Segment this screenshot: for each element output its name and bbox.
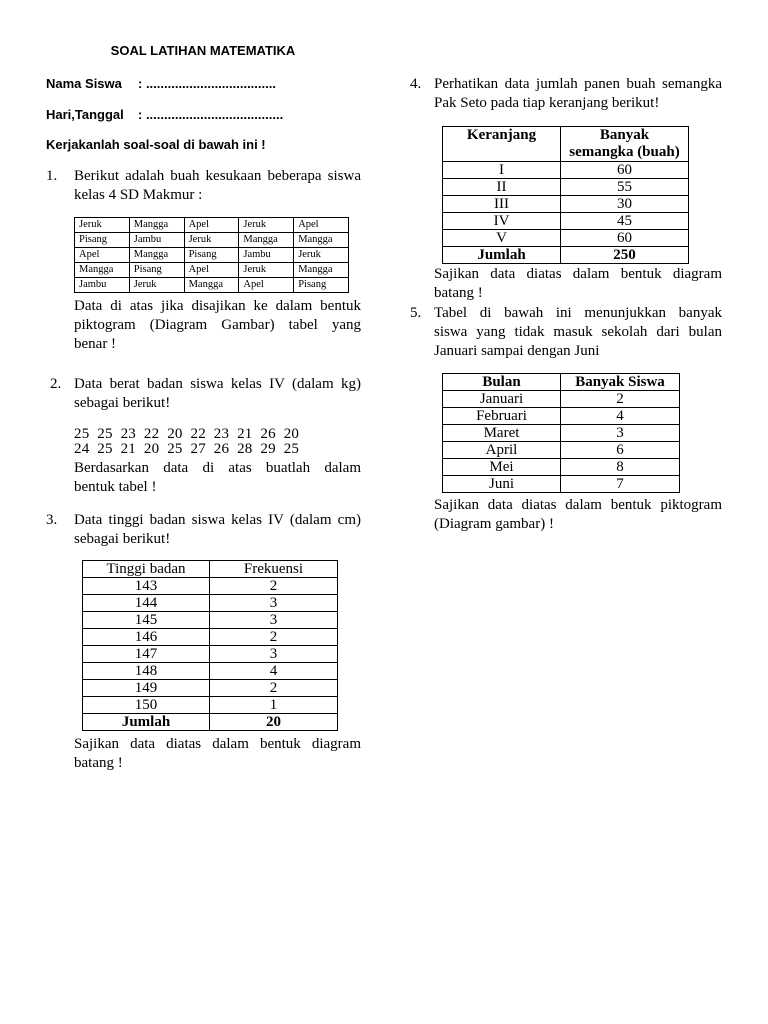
- table-row: [75, 233, 349, 248]
- table-row: [443, 213, 689, 230]
- table-row: [83, 680, 338, 697]
- date-field: : ......................................: [138, 107, 284, 122]
- q5-number: 5.: [410, 305, 422, 321]
- table-row: [75, 248, 349, 263]
- fruit-cell: Jeruk: [294, 248, 349, 263]
- q5-table: [442, 373, 680, 493]
- height-cell: 150: [83, 697, 210, 714]
- q1-fruit-table: [74, 217, 349, 293]
- q1-question: [74, 297, 361, 354]
- fruit-cell: Pisang: [129, 263, 184, 278]
- q3-total-value: 20: [210, 714, 338, 731]
- q3-total-label: Jumlah: [83, 714, 210, 731]
- height-cell: 146: [83, 629, 210, 646]
- q2-data: [74, 427, 299, 457]
- frequency-cell: 3: [210, 612, 338, 629]
- frequency-cell: 4: [210, 663, 338, 680]
- q5-text-line: Tabel di bawah ini menunjukkan banyak: [434, 305, 722, 321]
- q5-text-line: siswa yang tidak masuk sekolah dari bulan: [434, 324, 722, 340]
- month-cell: Januari: [443, 391, 561, 408]
- fruit-cell: Mangga: [129, 218, 184, 233]
- basket-cell: I: [443, 162, 561, 179]
- instruction: Kerjakanlah soal-soal di bawah ini !: [46, 137, 266, 152]
- basket-cell: III: [443, 196, 561, 213]
- q4-table: [442, 126, 689, 264]
- table-row: [443, 391, 680, 408]
- basket-cell: II: [443, 179, 561, 196]
- fruit-cell: Jeruk: [239, 218, 294, 233]
- frequency-cell: 3: [210, 646, 338, 663]
- q4-total-value: 250: [561, 247, 689, 264]
- q2-data-line: 25 25 23 22 20 22 23 21 26 20: [74, 426, 300, 442]
- amount-cell: 30: [561, 196, 689, 213]
- table-row: [75, 218, 349, 233]
- q3-header-height: Tinggi badan: [83, 561, 210, 578]
- q1-question-line: benar !: [74, 336, 117, 352]
- q2-data-line: 24 25 21 20 25 27 26 28 29 25: [74, 441, 300, 457]
- q4-number: 4.: [410, 76, 422, 92]
- fruit-cell: Pisang: [75, 233, 130, 248]
- students-cell: 3: [561, 425, 680, 442]
- fruit-cell: Jeruk: [184, 233, 239, 248]
- frequency-cell: 1: [210, 697, 338, 714]
- amount-cell: 55: [561, 179, 689, 196]
- students-cell: 7: [561, 476, 680, 493]
- height-cell: 149: [83, 680, 210, 697]
- q3-question-line: Sajikan data diatas dalam bentuk diagram: [74, 736, 361, 752]
- table-row: [83, 612, 338, 629]
- date-label: Hari,Tanggal: [46, 107, 124, 122]
- q4-header-basket: Keranjang: [443, 127, 561, 162]
- fruit-cell: Mangga: [184, 278, 239, 293]
- frequency-cell: 2: [210, 578, 338, 595]
- table-row: [443, 162, 689, 179]
- fruit-cell: Apel: [294, 218, 349, 233]
- fruit-cell: Jambu: [239, 248, 294, 263]
- q2-text-line: Data berat badan siswa kelas IV (dalam kg): [74, 376, 361, 392]
- q3-table: [82, 560, 338, 731]
- q1-text: [74, 167, 361, 205]
- fruit-cell: Jeruk: [75, 218, 130, 233]
- q4-question: [434, 265, 722, 303]
- q5-text: [434, 304, 722, 361]
- table-row: [83, 595, 338, 612]
- q5-header-month: Bulan: [443, 374, 561, 391]
- name-field: : ....................................: [138, 76, 276, 91]
- amount-cell: 45: [561, 213, 689, 230]
- q2-number: 2.: [50, 376, 62, 392]
- q5-text-line: Januari sampai dengan Juni: [434, 343, 600, 359]
- students-cell: 2: [561, 391, 680, 408]
- table-row: [443, 230, 689, 247]
- q4-header-amount-line: semangka (buah): [569, 144, 680, 160]
- page-title: SOAL LATIHAN MATEMATIKA: [110, 43, 296, 58]
- table-row: [83, 578, 338, 595]
- q1-question-line: Data di atas jika disajikan ke dalam bentuk: [74, 298, 361, 314]
- q2-question-line: Berdasarkan data di atas buatlah dalam: [74, 460, 361, 476]
- q3-question-line: batang !: [74, 755, 123, 771]
- q3-question: [74, 735, 361, 773]
- q1-number: 1.: [46, 168, 58, 184]
- basket-cell: IV: [443, 213, 561, 230]
- fruit-cell: Jeruk: [239, 263, 294, 278]
- amount-cell: 60: [561, 230, 689, 247]
- fruit-cell: Pisang: [294, 278, 349, 293]
- q4-header-amount-line: Banyak: [599, 127, 650, 143]
- q1-text-line: kelas 4 SD Makmur :: [74, 187, 203, 203]
- q3-header-frequency: Frekuensi: [210, 561, 338, 578]
- height-cell: 145: [83, 612, 210, 629]
- q4-question-line: Sajikan data diatas dalam bentuk diagram: [434, 266, 722, 282]
- fruit-cell: Jeruk: [129, 278, 184, 293]
- students-cell: 4: [561, 408, 680, 425]
- table-row: [83, 663, 338, 680]
- fruit-cell: Jambu: [129, 233, 184, 248]
- height-cell: 147: [83, 646, 210, 663]
- month-cell: Mei: [443, 459, 561, 476]
- q5-question-line: Sajikan data diatas dalam bentuk piktogram: [434, 497, 722, 513]
- fruit-cell: Pisang: [184, 248, 239, 263]
- q4-text-line: Pak Seto pada tiap keranjang berikut!: [434, 95, 660, 111]
- fruit-cell: Mangga: [294, 263, 349, 278]
- q2-text: [74, 375, 361, 413]
- q2-question-line: bentuk tabel !: [74, 479, 157, 495]
- frequency-cell: 2: [210, 629, 338, 646]
- fruit-cell: Jambu: [75, 278, 130, 293]
- q5-question: [434, 496, 722, 534]
- q3-text: [74, 511, 361, 549]
- fruit-cell: Apel: [184, 263, 239, 278]
- basket-cell: V: [443, 230, 561, 247]
- q2-question: [74, 459, 361, 497]
- fruit-cell: Mangga: [294, 233, 349, 248]
- fruit-cell: Mangga: [75, 263, 130, 278]
- table-row: [443, 459, 680, 476]
- q1-question-line: piktogram (Diagram Gambar) tabel yang: [74, 317, 361, 333]
- name-label: Nama Siswa: [46, 76, 122, 91]
- height-cell: 148: [83, 663, 210, 680]
- q4-header-amount: [561, 127, 689, 162]
- table-row: [83, 629, 338, 646]
- height-cell: 144: [83, 595, 210, 612]
- q2-text-line: sebagai berikut!: [74, 395, 171, 411]
- table-row: [83, 697, 338, 714]
- q4-question-line: batang !: [434, 285, 483, 301]
- q3-text-line: sebagai berikut!: [74, 531, 171, 547]
- fruit-cell: Mangga: [239, 233, 294, 248]
- amount-cell: 60: [561, 162, 689, 179]
- table-row: [443, 179, 689, 196]
- table-row: [443, 408, 680, 425]
- q3-text-line: Data tinggi badan siswa kelas IV (dalam cm): [74, 512, 361, 528]
- q4-total-label: Jumlah: [443, 247, 561, 264]
- fruit-cell: Apel: [184, 218, 239, 233]
- q4-text: [434, 75, 722, 113]
- frequency-cell: 2: [210, 680, 338, 697]
- month-cell: Februari: [443, 408, 561, 425]
- fruit-cell: Apel: [75, 248, 130, 263]
- q5-question-line: (Diagram gambar) !: [434, 516, 554, 532]
- table-row: [83, 646, 338, 663]
- height-cell: 143: [83, 578, 210, 595]
- fruit-cell: Apel: [239, 278, 294, 293]
- q5-header-students: Banyak Siswa: [561, 374, 680, 391]
- table-row: [75, 263, 349, 278]
- q1-text-line: Berikut adalah buah kesukaan beberapa siswa: [74, 168, 361, 184]
- table-row: [443, 425, 680, 442]
- month-cell: Juni: [443, 476, 561, 493]
- month-cell: Maret: [443, 425, 561, 442]
- table-row: [443, 476, 680, 493]
- students-cell: 6: [561, 442, 680, 459]
- month-cell: April: [443, 442, 561, 459]
- frequency-cell: 3: [210, 595, 338, 612]
- fruit-cell: Mangga: [129, 248, 184, 263]
- table-row: [443, 442, 680, 459]
- q3-number: 3.: [46, 512, 58, 528]
- table-row: [443, 196, 689, 213]
- q4-text-line: Perhatikan data jumlah panen buah semangka: [434, 76, 722, 92]
- table-row: [75, 278, 349, 293]
- students-cell: 8: [561, 459, 680, 476]
